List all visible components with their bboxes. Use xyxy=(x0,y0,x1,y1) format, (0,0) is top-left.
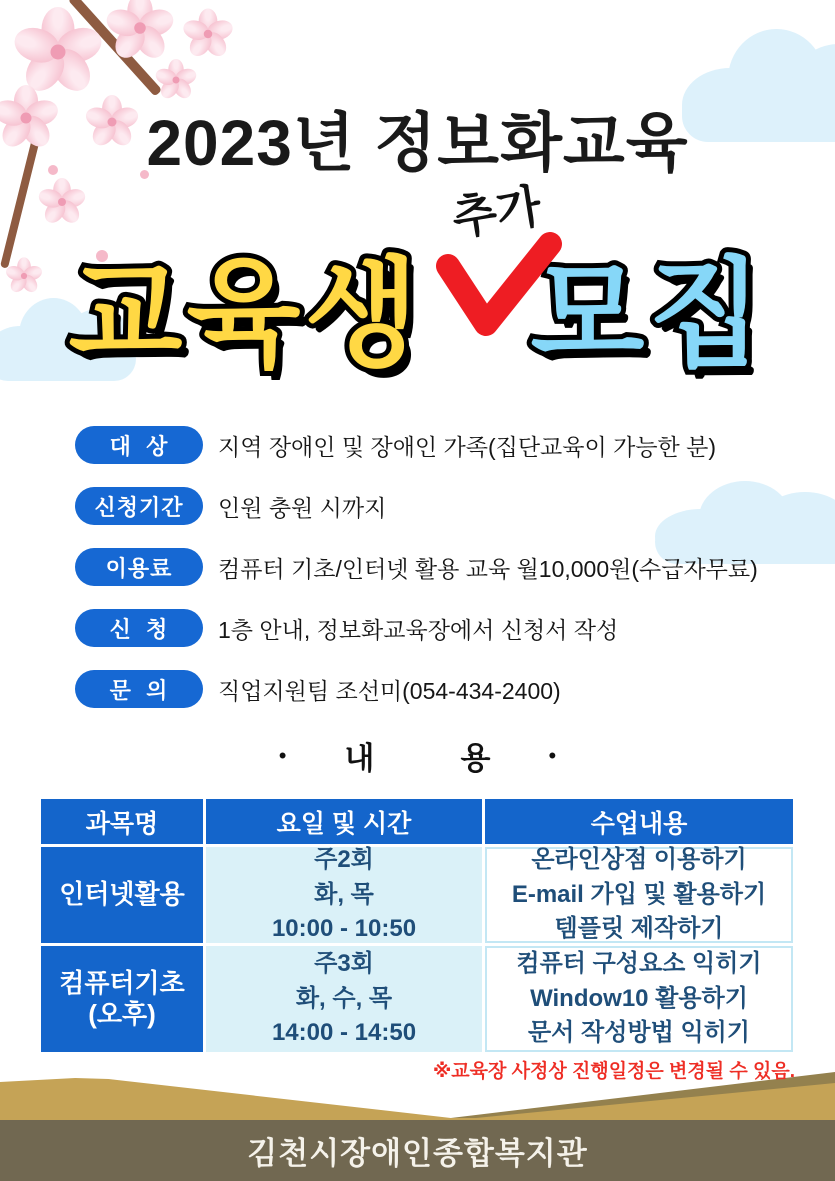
table-cell-subject-internet: 인터넷활용 xyxy=(41,847,203,943)
check-annotation xyxy=(428,176,578,356)
info-row-fee xyxy=(75,548,805,586)
table-cell-subject-basic: 컴퓨터기초 (오후) xyxy=(41,946,203,1052)
check-label: 추가 xyxy=(448,179,545,245)
info-pill-fee: 이용료 xyxy=(75,548,203,586)
organization-name: 김천시장애인종합복지관 xyxy=(247,1136,588,1171)
info-row-contact xyxy=(75,670,805,708)
info-text-period: 인원 충원 시까지 xyxy=(218,494,387,521)
footer-bar xyxy=(0,1120,835,1181)
table-header-subject: 과목명 xyxy=(41,799,203,844)
page-title: 2023년 정보화교육 xyxy=(146,107,689,179)
check-icon xyxy=(434,232,564,342)
info-pill-period: 신청기간 xyxy=(75,487,203,525)
table-cell-contents-internet: 온라인상점 이용하기 E-mail 가입 및 활용하기 템플릿 제작하기 xyxy=(485,847,793,943)
info-row-target xyxy=(75,426,805,464)
headline-word-students: 교육생 교육생 xyxy=(69,248,423,384)
info-text-target: 지역 장애인 및 장애인 가족(집단교육이 가능한 분) xyxy=(218,433,717,460)
info-pill-apply: 신 청 xyxy=(75,609,203,647)
info-row-period xyxy=(75,487,805,525)
info-text-contact: 직업지원팀 조선미(054-434-2400) xyxy=(218,677,561,704)
section-heading-text: 내 용 xyxy=(344,741,491,776)
section-heading xyxy=(0,733,835,778)
table-header-contents: 수업내용 xyxy=(485,799,793,844)
info-text-apply: 1층 안내, 정보화교육장에서 신청서 작성 xyxy=(218,616,619,643)
info-text-fee: 컴퓨터 기초/인터넷 활용 교육 월10,000원(수급자무료) xyxy=(218,555,758,582)
table-cell-schedule-internet: 주2회 화, 목 10:00 - 10:50 xyxy=(206,847,482,943)
schedule-change-note: ※교육장 사정상 진행일정은 변경될 수 있음. xyxy=(432,1061,795,1082)
bullet-left: • xyxy=(278,742,287,768)
info-list xyxy=(75,426,805,731)
info-pill-contact: 문 의 xyxy=(75,670,203,708)
headline-word-recruit: 모집 모집 xyxy=(530,248,766,384)
table-cell-schedule-basic: 주3회 화, 수, 목 14:00 - 14:50 xyxy=(206,946,482,1052)
schedule-table xyxy=(41,799,793,1052)
info-pill-target: 대 상 xyxy=(75,426,203,464)
table-header-time: 요일 및 시간 xyxy=(206,799,482,844)
table-cell-contents-basic: 컴퓨터 구성요소 익히기 Window10 활용하기 문서 작성방법 익히기 xyxy=(485,946,793,1052)
headline xyxy=(0,179,835,384)
bullet-right: • xyxy=(548,742,557,768)
info-row-apply xyxy=(75,609,805,647)
